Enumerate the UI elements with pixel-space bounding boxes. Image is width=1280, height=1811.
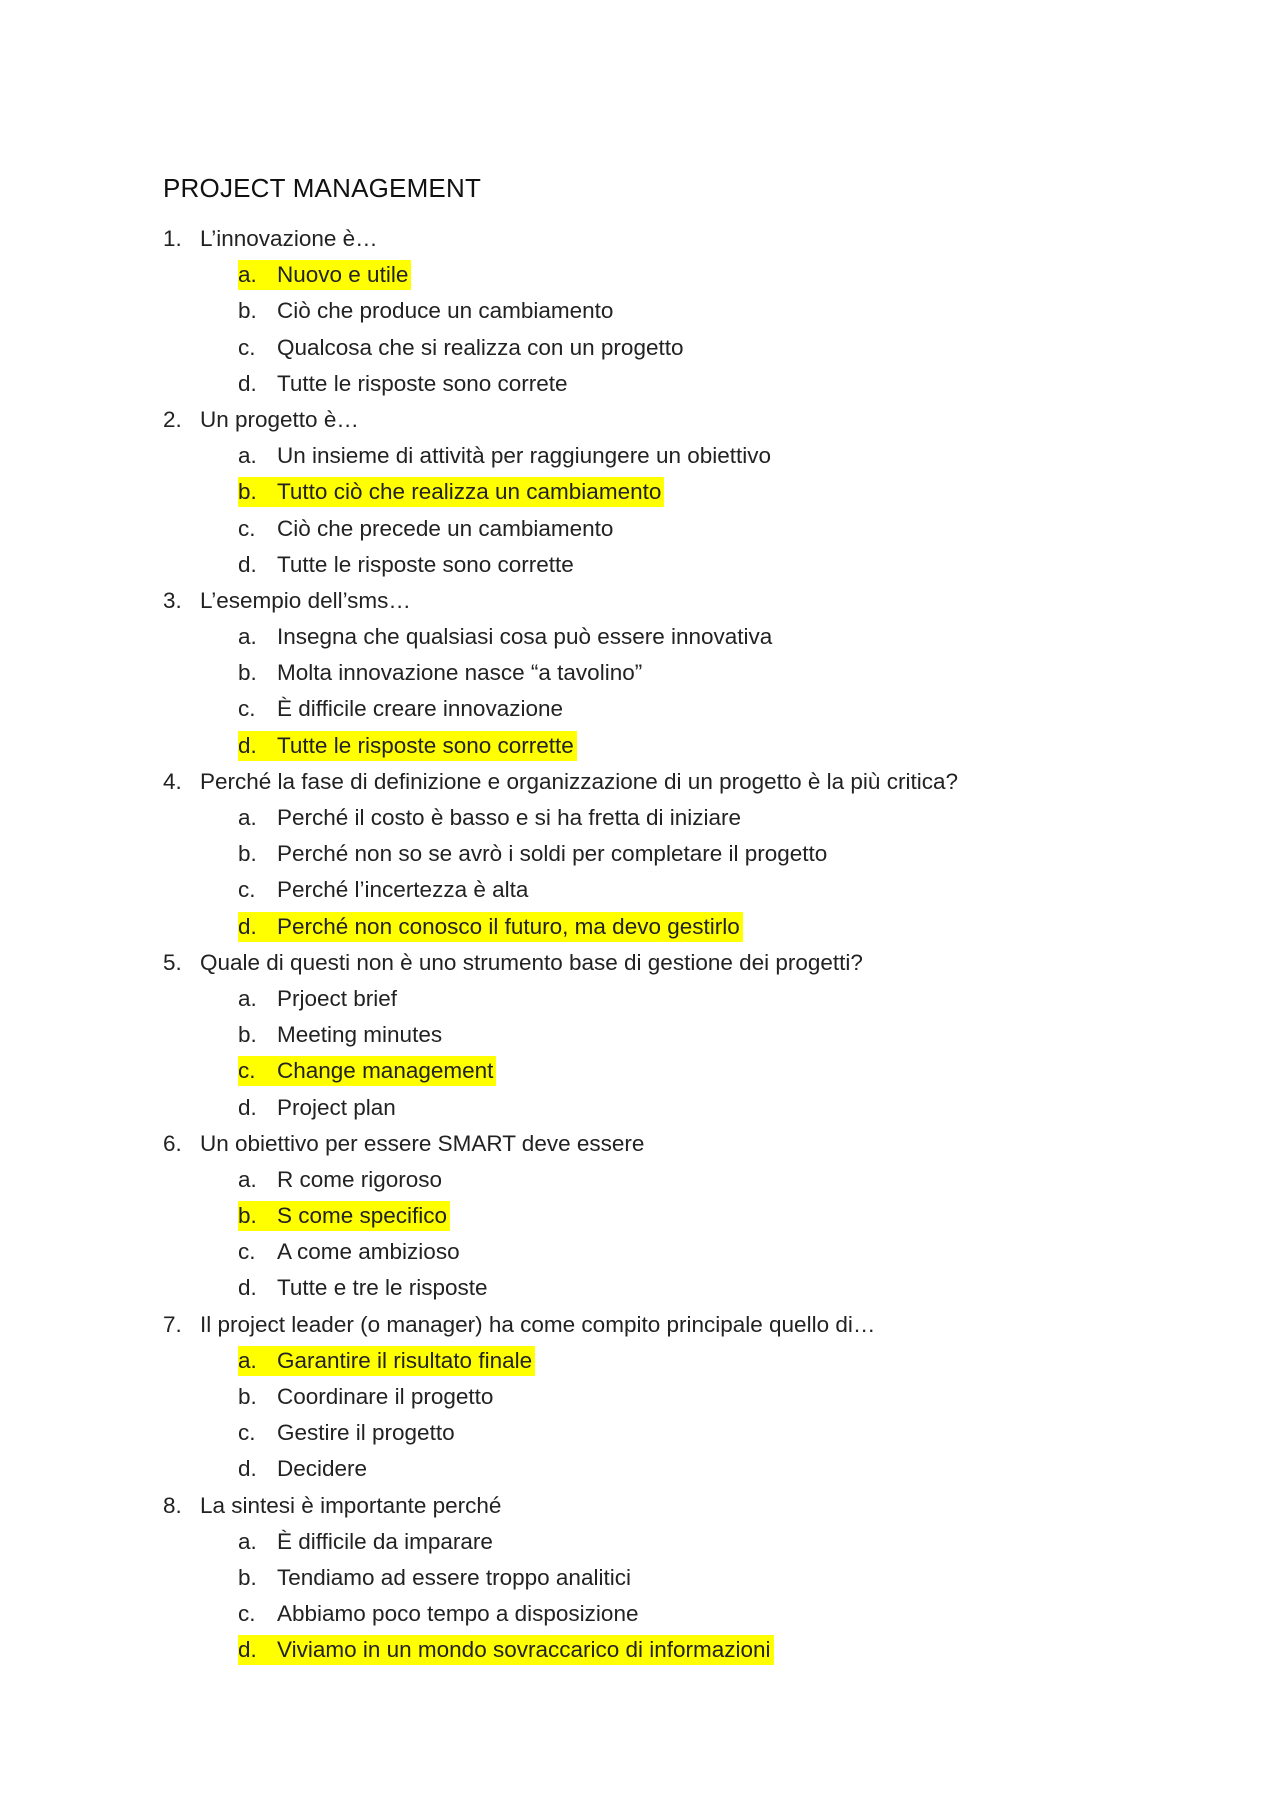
question-row [0,1126,1280,1162]
option-letter: b. [238,1022,257,1048]
option-letter: c. [238,515,256,541]
question-row [0,221,1280,257]
answer-option [238,875,531,905]
answer-option [238,1563,634,1593]
answer-option-row [0,1270,1280,1306]
option-letter: c. [238,334,256,360]
question-number: 1. [163,226,182,251]
answer-option [238,803,744,833]
option-text: Decidere [277,1456,368,1482]
option-letter: d. [238,551,257,577]
answer-option [238,658,645,688]
option-letter: b. [238,479,257,505]
option-text: Ciò che produce un cambiamento [277,298,614,324]
answer-option-row [0,1053,1280,1089]
option-text: È difficile creare innovazione [277,696,563,722]
question-row [0,402,1280,438]
option-text: Change management [277,1058,494,1084]
answer-option-row [0,1017,1280,1053]
option-letter: a. [238,1166,257,1192]
option-letter: a. [238,1347,257,1373]
option-letter: a. [238,624,257,650]
answer-option-row [0,800,1280,836]
option-text: Tutte e tre le risposte [277,1275,488,1301]
answer-option [238,1237,463,1267]
option-text: Prjoect brief [277,985,398,1011]
option-letter: a. [238,262,257,288]
question-text: L’esempio dell’sms… [200,587,411,613]
option-letter: c. [238,1058,256,1084]
option-letter: b. [238,841,257,867]
answer-option-row [0,1379,1280,1415]
option-text: S come specifico [277,1203,448,1229]
highlighted-answer-option [238,477,664,507]
highlighted-answer-option [238,731,577,761]
answer-option [238,369,571,399]
question-text: Quale di questi non è uno strumento base di gestione dei progetti? [200,949,863,975]
option-text: Insegna che qualsiasi cosa può essere innovativa [277,624,773,650]
question-number: 2. [163,406,182,432]
option-letter: d. [238,913,257,939]
option-letter: d. [238,1094,257,1120]
question-number: 5. [163,949,182,975]
option-letter: b. [238,298,257,324]
page-title: PROJECT MANAGEMENT [163,173,482,203]
option-letter: c. [238,1239,256,1265]
option-text: Ciò che precede un cambiamento [277,515,614,541]
option-letter: d. [238,1456,257,1482]
option-text: Garantire il risultato finale [277,1347,533,1373]
highlighted-answer-option [238,1635,774,1665]
answer-option [238,333,686,363]
option-letter: d. [238,1275,257,1301]
option-letter: b. [238,1384,257,1409]
option-letter: c. [238,696,256,722]
option-text: Tutte le risposte sono correte [277,370,568,396]
answer-option [238,1527,496,1557]
option-letter: a. [238,443,257,469]
option-text: R come rigoroso [277,1166,443,1192]
answer-option [238,1454,370,1484]
option-text: Perché il costo è basso e si ha fretta di iniziare [277,805,741,830]
option-text: Coordinare il progetto [277,1384,494,1409]
question-row [0,1488,1280,1524]
answer-option-row [0,872,1280,908]
option-letter: a. [238,985,257,1011]
answer-option-row [0,438,1280,474]
answer-option [238,296,616,326]
answer-option-row [0,836,1280,872]
option-text: Un insieme di attività per raggiungere un obiettivo [277,443,772,469]
option-letter: b. [238,1564,257,1590]
answer-option [238,1599,641,1629]
highlighted-answer-option [238,1056,496,1086]
answer-option [238,622,775,652]
option-text: Qualcosa che si realizza con un progetto [277,334,684,360]
answer-option [238,839,830,869]
answer-option-row [0,293,1280,329]
answer-option-row [0,547,1280,583]
answer-option [238,1165,445,1195]
answer-option-row [0,1343,1280,1379]
option-text: Gestire il progetto [277,1420,455,1446]
answer-option-row [0,366,1280,402]
answer-option [238,1020,445,1050]
answer-option [238,514,616,544]
answer-option [238,1382,496,1412]
answer-option [238,441,774,471]
option-text: Perché non conosco il futuro, ma devo gestirlo [277,913,740,939]
option-text: Meeting minutes [277,1022,443,1048]
answer-option-row [0,1560,1280,1596]
answer-option-row [0,257,1280,293]
option-text: Abbiamo poco tempo a disposizione [277,1601,639,1627]
answer-option-row [0,1090,1280,1126]
answer-option-row [0,728,1280,764]
option-text: Molta innovazione nasce “a tavolino” [277,660,643,686]
highlighted-answer-option [238,1346,535,1376]
question-row [0,764,1280,800]
answer-option [238,1418,458,1448]
answer-option-row [0,1596,1280,1632]
option-text: A come ambizioso [277,1239,460,1265]
question-list [0,221,1280,1669]
question-text: Un obiettivo per essere SMART deve essere [200,1130,645,1156]
answer-option-row [0,330,1280,366]
question-text: Il project leader (o manager) ha come compito principale quello di… [200,1311,876,1337]
option-text: Perché l’incertezza è alta [277,877,529,903]
answer-option [238,694,566,724]
option-letter: c. [238,877,256,903]
answer-option-row [0,1234,1280,1270]
answer-option-row [0,511,1280,547]
option-text: Tutte le risposte sono corrette [277,551,574,577]
option-text: Tutte le risposte sono corrette [277,732,574,758]
highlighted-answer-option [238,260,411,290]
answer-option-row [0,981,1280,1017]
answer-option-row [0,619,1280,655]
option-text: Viviamo in un mondo sovraccarico di informazioni [277,1637,771,1663]
answer-option [238,550,577,580]
highlighted-answer-option [238,912,743,942]
option-letter: d. [238,1637,257,1663]
question-number: 6. [163,1130,182,1156]
highlighted-answer-option [238,1201,450,1231]
option-letter: b. [238,660,257,686]
answer-option-row [0,1451,1280,1487]
option-text: Perché non so se avrò i soldi per completare il progetto [277,841,828,867]
answer-option-row [0,1632,1280,1668]
option-text: Tutto ciò che realizza un cambiamento [277,479,662,505]
answer-option [238,984,400,1014]
question-number: 4. [163,768,182,794]
option-text: È difficile da imparare [277,1528,493,1554]
question-text: Perché la fase di definizione e organizzazione di un progetto è la più critica? [200,768,958,794]
question-text: La sintesi è importante perché [200,1492,502,1518]
answer-option-row [0,1198,1280,1234]
option-letter: d. [238,732,257,758]
answer-option [238,1273,491,1303]
option-letter: c. [238,1601,256,1627]
answer-option-row [0,691,1280,727]
answer-option-row [0,1524,1280,1560]
option-letter: a. [238,805,257,830]
question-row [0,945,1280,981]
question-row [0,583,1280,619]
answer-option-row [0,655,1280,691]
question-number: 7. [163,1311,182,1337]
option-letter: a. [238,1528,257,1554]
answer-option-row [0,1415,1280,1451]
option-letter: d. [238,370,257,396]
question-row [0,1307,1280,1343]
answer-option-row [0,474,1280,510]
option-text: Nuovo e utile [277,262,409,288]
answer-option-row [0,909,1280,945]
option-letter: c. [238,1420,256,1446]
option-letter: b. [238,1203,257,1229]
option-text: Tendiamo ad essere troppo analitici [277,1564,631,1590]
question-text: L’innovazione è… [200,226,378,251]
answer-option-row [0,1162,1280,1198]
question-text: Un progetto è… [200,406,359,432]
option-text: Project plan [277,1094,396,1120]
answer-option [238,1093,399,1123]
question-number: 8. [163,1492,182,1518]
question-number: 3. [163,587,182,613]
